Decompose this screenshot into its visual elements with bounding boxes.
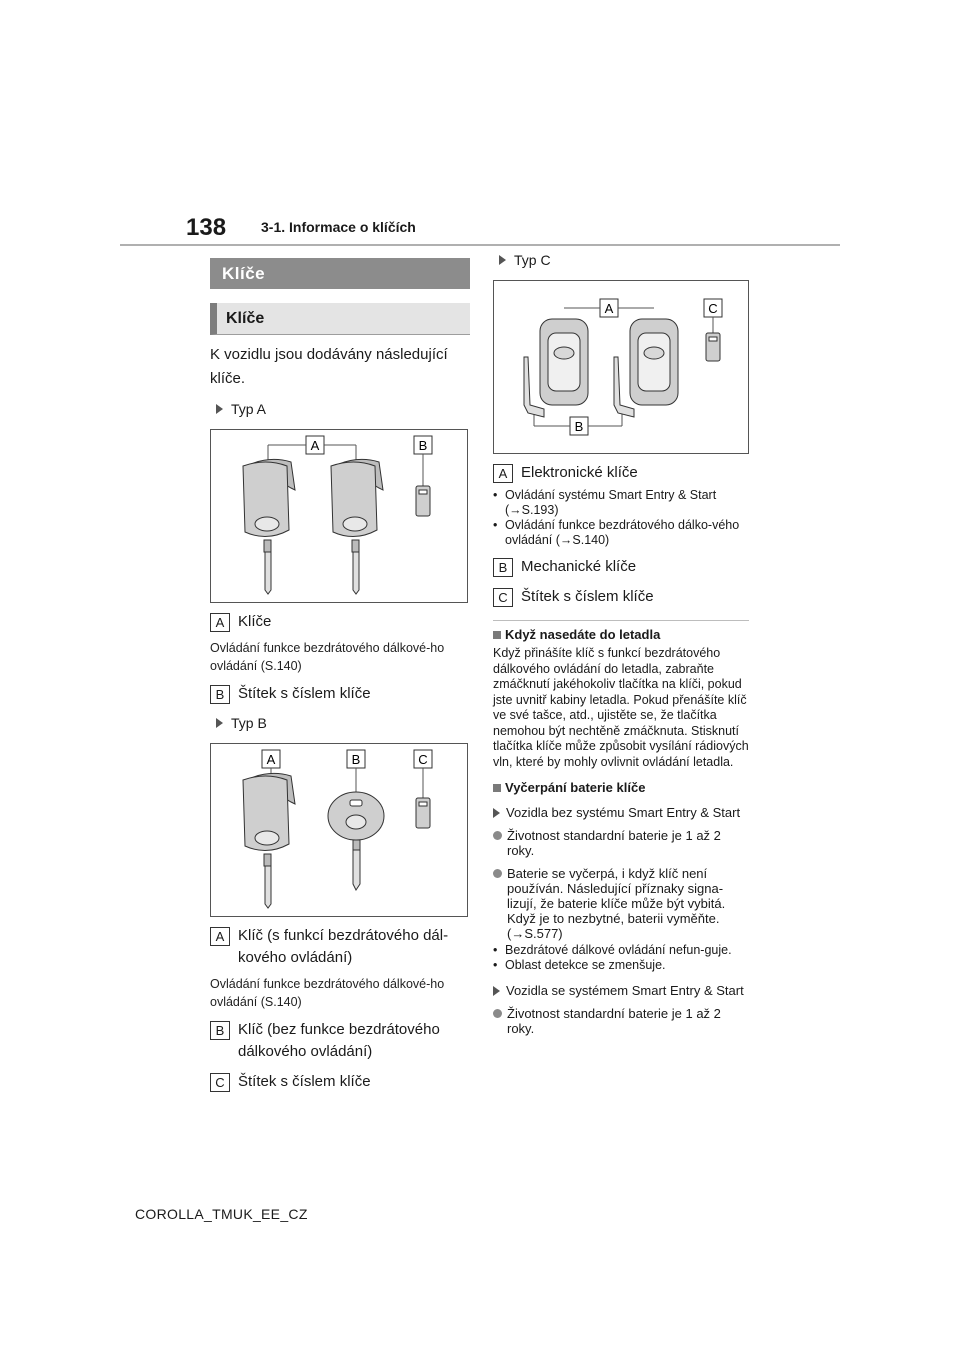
sub-banner: Klíče [210,303,470,335]
right-column [493,252,749,1036]
battery-sub-with-smart: Vozidla se systémem Smart Entry & Start [493,983,749,998]
square-bullet-icon [493,784,501,792]
type-a-keys-illustration [211,430,467,602]
intro-text: K vozidlu jsou dodávány následující klíče. [210,346,448,387]
type-a-item-b: B Štítek s číslem klíče [210,683,470,705]
callout-c: C [418,752,428,767]
triangle-bullet-icon [493,986,500,996]
smart-key-1 [524,319,588,417]
list-item: • Ovládání funkce bezdrátového dálko-vého ovládání (→S.140) [493,518,740,547]
smart-key-2 [614,319,678,417]
figure-type-a [210,429,468,603]
callout-c: C [708,301,718,316]
callout-a: A [266,752,276,767]
type-c-bullets [493,488,749,548]
battery-life-2: Životnost standardní baterie je 1 až 2 roky. [493,1006,749,1036]
main-banner: Klíče [210,258,470,289]
triangle-bullet-icon [493,808,500,818]
triangle-bullet-icon [499,255,506,265]
key-number-plate [416,798,430,828]
list-item: • Bezdrátové dálkové ovládání nefun-guje. [493,943,732,957]
header-rule [120,244,840,246]
callout-b: B [351,752,361,767]
battery-life-1: Životnost standardní baterie je 1 až 2 roky. [493,828,749,858]
left-column [210,258,470,1093]
type-c-heading: Typ C [493,252,749,268]
type-c-item-c: C Štítek s číslem klíče [493,586,749,608]
battery-sub-without-smart: Vozidla bez systému Smart Entry & Start [493,805,749,820]
circle-bullet-icon [493,1009,502,1018]
mechanical-key [328,792,384,890]
section-title: 3-1. Informace o klíčích [261,219,416,235]
type-b-heading: Typ B [210,715,470,731]
remote-key [243,773,295,908]
footer-code: COROLLA_TMUK_EE_CZ [135,1206,308,1222]
list-item: • Oblast detekce se zmenšuje. [493,958,666,972]
topic-airplane-body: Když přinášíte klíč s funkcí bezdrátového dálkového ovládání do letadla, zabraňte zmáčknutí jakéhokoliv tlačítka na klíči, pokud jste uvnitř kabiny letadla. Pokud přenášíte klíč ve své tašce, atd., ujistěte se, že tlačítka nemohou být nechtěně zmáčknuta. Stisknutí tlačítka klíče může způsobit vysílání rádiových vln, které by mohly ovlivnit ovládání letadla. [493,646,749,769]
callout-b: B [574,419,584,434]
key-number-plate [706,333,720,361]
triangle-bullet-icon [216,404,223,414]
page-number: 138 [186,214,227,241]
topic-airplane-heading: Když nasedáte do letadla [493,627,749,642]
type-c-item-a: A Elektronické klíče [493,462,749,484]
type-a-note: Ovládání funkce bezdrátového dálkové-ho ovládání (S.140) [210,641,445,673]
key-number-plate [416,486,430,516]
type-a-item-a: A Klíče [210,611,470,633]
type-b-keys-illustration [211,744,467,916]
type-c-item-b: B Mechanické klíče [493,556,749,578]
remote-key-2 [331,459,383,594]
circle-bullet-icon [493,869,502,878]
figure-type-b [210,743,468,917]
callout-a: A [310,438,320,453]
remote-key-1 [243,459,295,594]
battery-symptoms [493,943,749,973]
type-b-item-a: A Klíč (s funkcí bezdrátového dál-kového ovládání) [210,925,470,969]
square-bullet-icon [493,631,501,639]
type-c-keys-illustration [494,281,748,453]
topic-battery-heading: Vyčerpání baterie klíče [493,780,749,795]
triangle-bullet-icon [216,718,223,728]
type-b-note: Ovládání funkce bezdrátového dálkové-ho ovládání (S.140) [210,977,445,1009]
figure-type-c [493,280,749,454]
callout-a: A [604,301,614,316]
type-b-item-c: C Štítek s číslem klíče [210,1071,470,1093]
type-a-heading: Typ A [210,401,470,417]
battery-drain: Baterie se vyčerpá, i když klíč není používán. Následující příznaky signa-lizují, že baterie klíče může být vybitá. Když je to nezbytné, baterii vyměňte. (→S.577) [493,866,749,941]
type-b-item-b: B Klíč (bez funkce bezdrátového dálkového ovládání) [210,1019,470,1063]
circle-bullet-icon [493,831,502,840]
divider [493,620,749,621]
list-item: • Ovládání systému Smart Entry & Start (→S.193) [493,488,717,517]
callout-b: B [418,438,428,453]
